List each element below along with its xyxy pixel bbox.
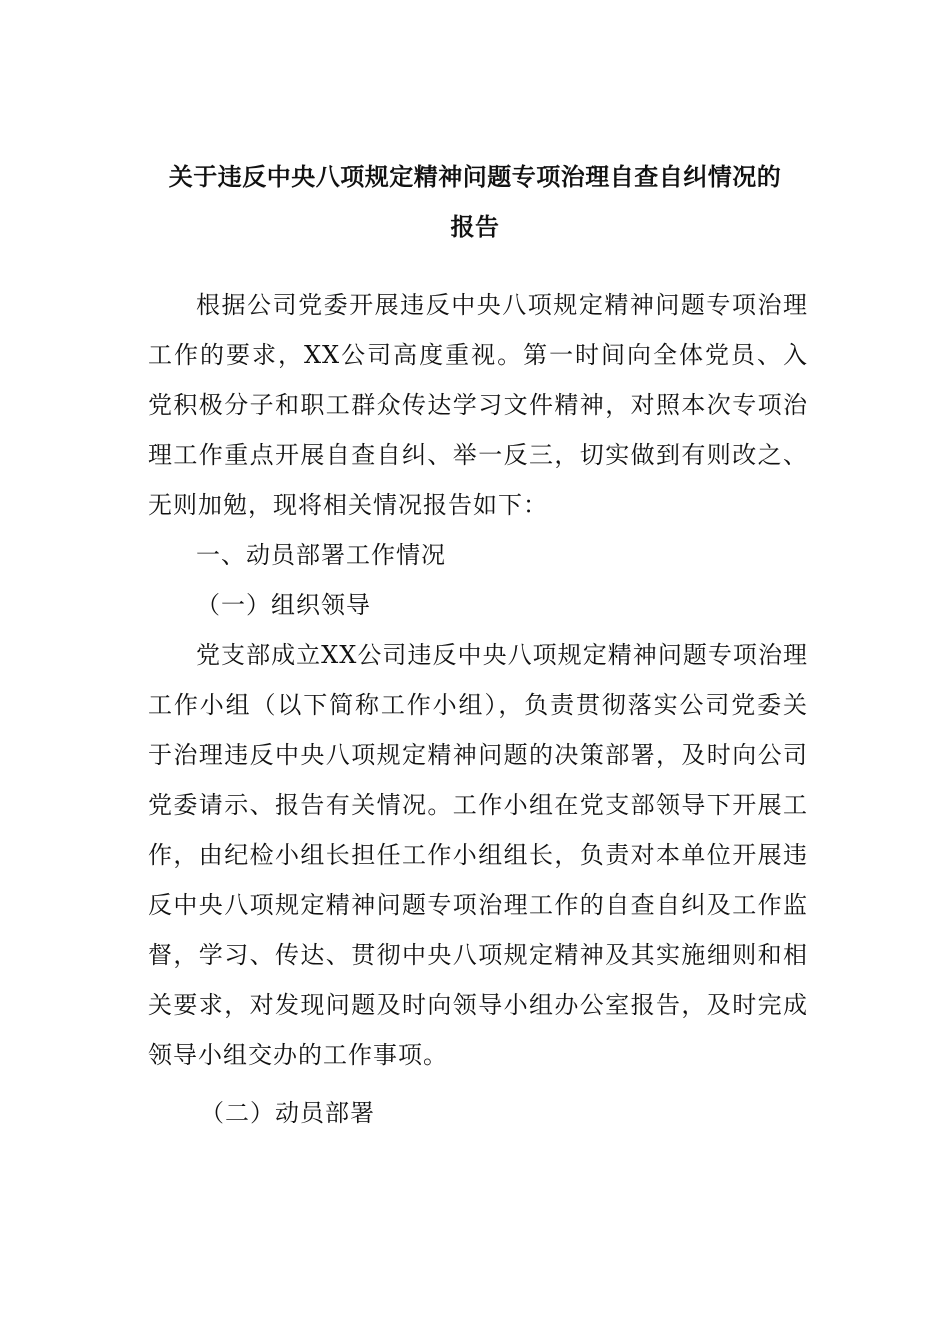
- organization-paragraph: 党支部成立XX公司违反中央八项规定精神问题专项治理工作小组（以下简称工作小组），负责贯彻落实公司党委关于治理违反中央八项规定精神问题的决策部署，及时向公司党委请示、报告有关情况。工作小组在党支部领导下开展工作，由纪检小组长担任工作小组组长，负责对本单位开展违反中央八项规定精神问题专项治理工作的自查自纠及工作监督，学习、传达、贯彻中央八项规定精神及其实施细则和相关要求，对发现问题及时向领导小组办公室报告，及时完成领导小组交办的工作事项。: [148, 641, 808, 1069]
- document-body: [148, 280, 808, 1138]
- section-1-heading: 一、动员部署工作情况: [196, 541, 446, 569]
- document-title-line-2: 报告: [450, 213, 500, 241]
- document-title-line-1: 关于违反中央八项规定精神问题专项治理自查自纠情况的: [168, 163, 782, 191]
- subsection-1-heading: （一）组织领导: [196, 591, 371, 619]
- intro-paragraph: 根据公司党委开展违反中央八项规定精神问题专项治理工作的要求，XX公司高度重视。第一时间向全体党员、入党积极分子和职工群众传达学习文件精神，对照本次专项治理工作重点开展自查自纠、举一反三，切实做到有则改之、无则加勉，现将相关情况报告如下：: [148, 291, 808, 519]
- subsection-2-heading: （二）动员部署: [200, 1099, 375, 1127]
